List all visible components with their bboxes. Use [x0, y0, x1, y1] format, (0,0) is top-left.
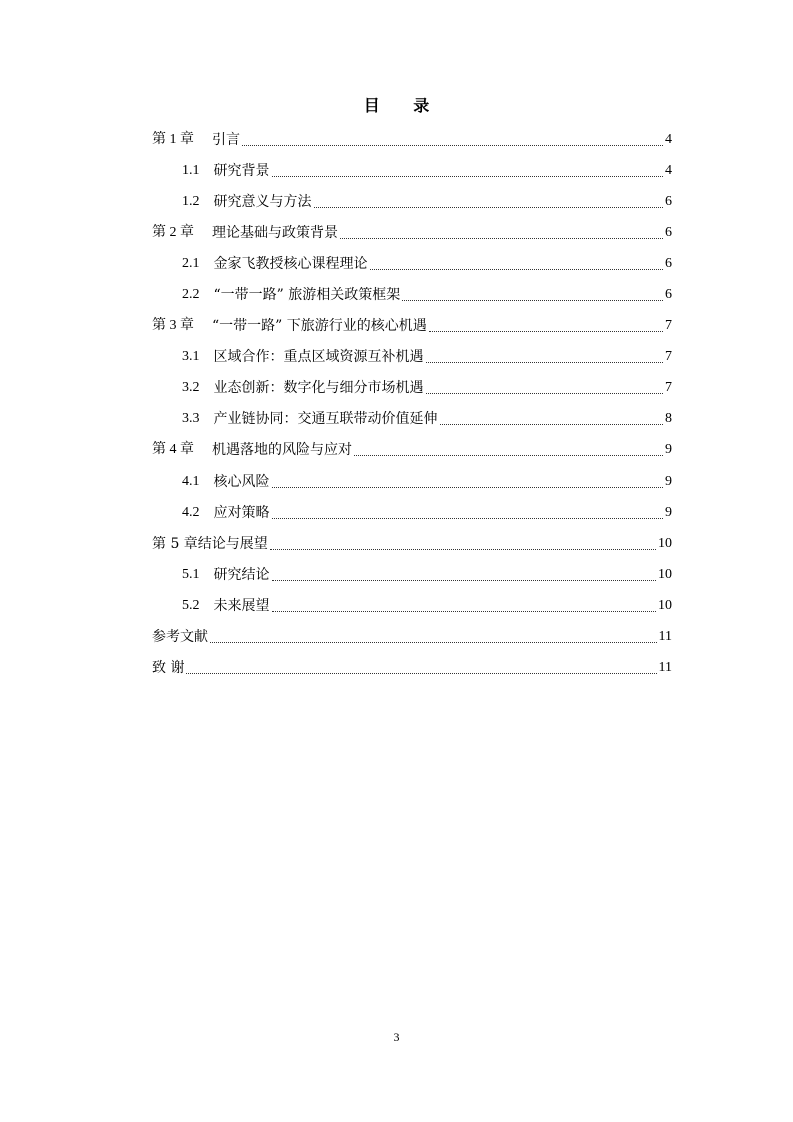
toc-entry-title: 机遇落地的风险与应对	[212, 442, 352, 459]
toc-entry[interactable]	[152, 342, 672, 373]
dot-leader	[429, 330, 663, 332]
dot-leader	[426, 392, 664, 394]
toc-entry-number: 3.1	[182, 349, 200, 365]
toc-entry-page: 11	[658, 629, 672, 645]
toc-entry-number: 第 2 章	[152, 224, 194, 240]
toc-entry-title: 区域合作：重点区域资源互补机遇	[213, 349, 424, 366]
toc-entry[interactable]	[152, 155, 672, 186]
toc-entry[interactable]	[152, 373, 672, 404]
toc-entry[interactable]	[152, 497, 672, 528]
toc-entry-page: 10	[658, 597, 672, 613]
toc-entry[interactable]	[152, 124, 672, 155]
toc-entry-number: 4.1	[182, 473, 200, 489]
toc-entry[interactable]	[152, 466, 672, 497]
toc-entry-title: 未来展望	[213, 597, 270, 614]
toc-entry-number: 第 1 章	[152, 131, 194, 147]
toc-entry-title: 产业链协同：交通互联带动价值延伸	[213, 411, 438, 428]
dot-leader	[426, 361, 664, 363]
toc-entry[interactable]	[152, 653, 672, 684]
dot-leader	[272, 579, 657, 581]
toc-entry-title: 应对策略	[213, 504, 270, 521]
toc-entry-number: 2.2	[182, 287, 200, 303]
toc-entry[interactable]	[152, 217, 672, 248]
dot-leader	[354, 454, 663, 456]
toc-entry-number: 5.1	[182, 566, 200, 582]
toc-entry-number: 5.2	[182, 597, 200, 613]
dot-leader	[186, 672, 656, 674]
toc-entry-title: 核心风险	[213, 473, 270, 490]
toc-entry-title: 业态创新：数字化与细分市场机遇	[213, 380, 424, 397]
toc-entry-title: “一带一路” 下旅游行业的核心机遇	[212, 318, 427, 335]
toc-entry-number: 1.1	[182, 162, 200, 178]
toc-entry-page: 10	[658, 566, 672, 582]
toc-entry-number: 3.2	[182, 380, 200, 396]
toc-entry-page: 6	[665, 224, 672, 240]
dot-leader	[272, 610, 657, 612]
toc-entry-title: 第 5 章结论与展望	[152, 535, 268, 552]
dot-leader	[340, 237, 663, 239]
toc-entry[interactable]	[152, 435, 672, 466]
toc-entry[interactable]	[152, 248, 672, 279]
toc-entry-page: 6	[665, 255, 672, 271]
toc-title: 目 录	[363, 96, 444, 115]
toc-entry-number: 4.2	[182, 504, 200, 520]
dot-leader	[370, 268, 664, 270]
toc-entry-title: 引言	[212, 131, 240, 148]
dot-leader	[270, 548, 656, 550]
dot-leader	[272, 486, 664, 488]
toc-entry[interactable]	[152, 528, 672, 559]
toc-entry[interactable]	[152, 622, 672, 653]
toc-entry-page: 4	[665, 131, 672, 147]
toc-entry-page: 6	[665, 193, 672, 209]
toc-entry-page: 7	[665, 318, 672, 334]
dot-leader	[402, 299, 663, 301]
dot-leader	[210, 641, 657, 643]
toc-entry[interactable]	[152, 559, 672, 590]
dot-leader	[272, 517, 664, 519]
toc-entry-page: 6	[665, 287, 672, 303]
dot-leader	[314, 206, 664, 208]
toc-entry-page: 9	[665, 473, 672, 489]
toc-entry-page: 8	[665, 411, 672, 427]
dot-leader	[440, 423, 664, 425]
dot-leader	[242, 144, 663, 146]
toc-entry[interactable]	[152, 279, 672, 310]
toc-entry[interactable]	[152, 186, 672, 217]
toc-entry-page: 7	[665, 380, 672, 396]
toc-entry[interactable]	[152, 590, 672, 621]
toc-list	[152, 124, 672, 684]
toc-entry-title: 理论基础与政策背景	[212, 224, 338, 241]
toc-entry[interactable]	[152, 404, 672, 435]
toc-entry-title: 研究意义与方法	[213, 193, 312, 210]
toc-entry[interactable]	[152, 311, 672, 342]
toc-entry-page: 10	[658, 535, 672, 551]
toc-entry-title: 研究背景	[213, 162, 270, 179]
toc-entry-number: 第 3 章	[152, 318, 194, 334]
toc-entry-page: 9	[665, 442, 672, 458]
toc-entry-title: 参考文献	[152, 629, 208, 646]
toc-entry-page: 7	[665, 349, 672, 365]
toc-entry-number: 2.1	[182, 255, 200, 271]
dot-leader	[272, 175, 664, 177]
toc-entry-title: 致 谢	[152, 660, 185, 677]
toc-entry-page: 4	[665, 162, 672, 178]
toc-entry-number: 1.2	[182, 193, 200, 209]
toc-entry-title: 金家飞教授核心课程理论	[213, 255, 368, 272]
toc-entry-number: 第 4 章	[152, 442, 194, 458]
page-number: 3	[393, 1030, 400, 1044]
toc-entry-page: 9	[665, 504, 672, 520]
toc-entry-page: 11	[658, 660, 672, 676]
toc-entry-title: “一带一路” 旅游相关政策框架	[213, 287, 401, 304]
toc-entry-title: 研究结论	[213, 566, 270, 583]
toc-entry-number: 3.3	[182, 411, 200, 427]
